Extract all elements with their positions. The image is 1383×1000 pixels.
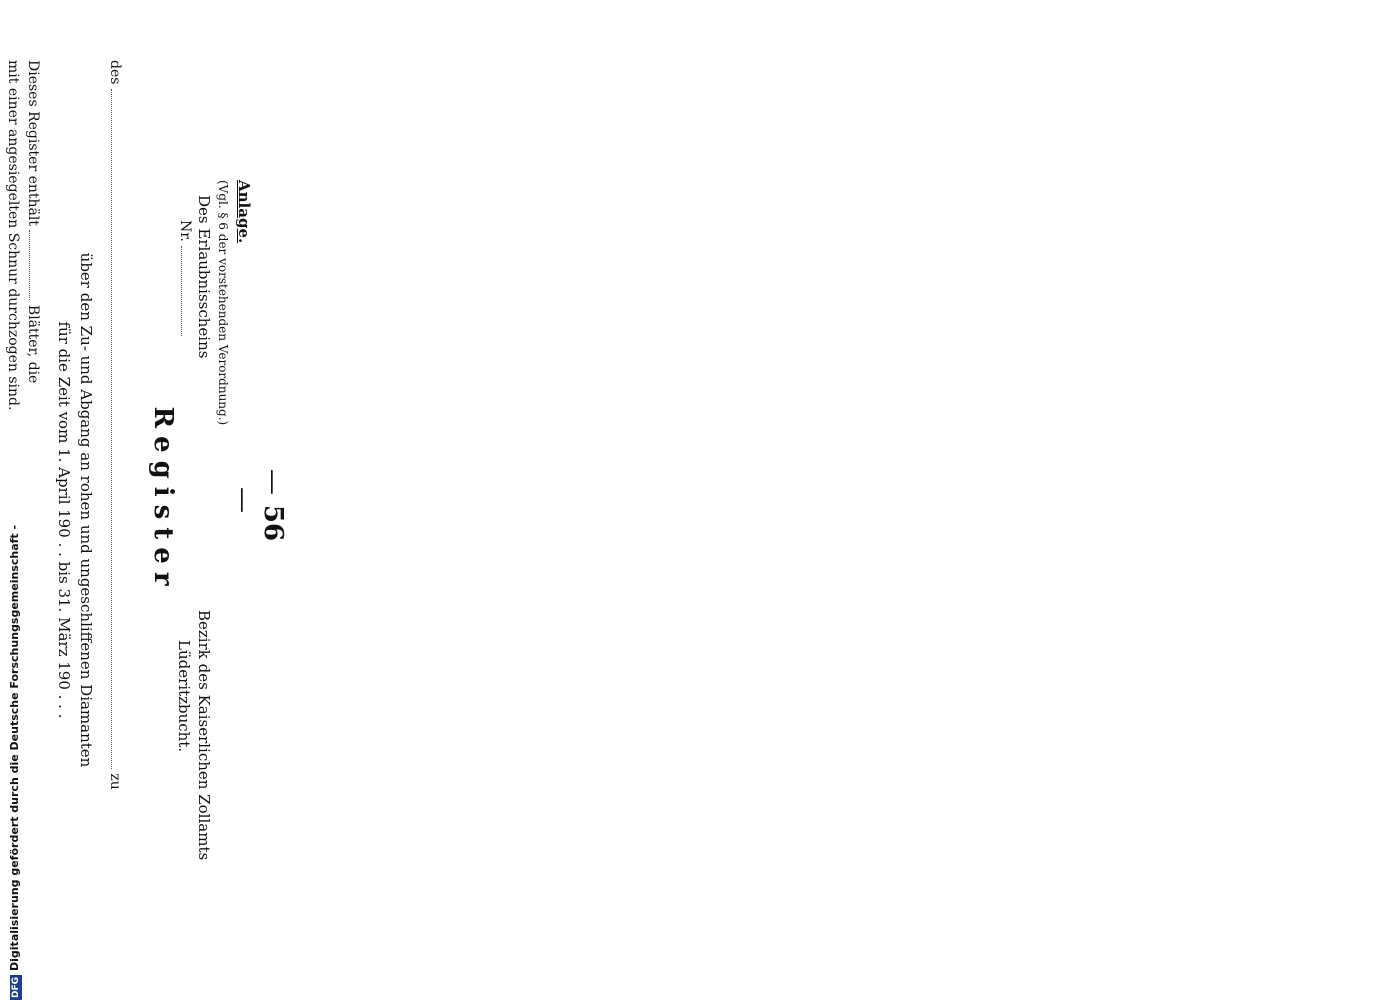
register-info-line-3 (0, 60, 3, 1000)
year-label (0, 444, 1, 480)
reference-note: (Vgl. § 6 der vorstehenden Verordnung.) (216, 180, 230, 426)
dfg-logo: DFG (11, 976, 21, 998)
des-line (107, 60, 123, 840)
register-title: Register (148, 406, 178, 594)
zu-label: zu (107, 773, 123, 790)
page-number-value: 56 (258, 504, 288, 542)
bezirk-line-2: Lüderitzbucht. (175, 640, 193, 753)
erlaubnisschein-label: Des Erlaubnisscheins (195, 195, 213, 359)
erlaubnisschein-number (177, 220, 193, 336)
erlaubnisschein-nr-label: Nr. (177, 220, 193, 242)
credit-text: Digitalisierung gefördert durch die Deutsche Forschungsgemeinschaft - (8, 524, 21, 971)
blaetter-label: Blätter, die (25, 304, 41, 384)
des-label: des (107, 60, 123, 85)
page-number: —56— (228, 468, 288, 542)
digitization-credit (8, 0, 22, 1000)
fuer-line: für die Zeit vom 1. April 190 . . bis 31. März 190 . . . (55, 321, 73, 719)
bezirk-line-1: Bezirk des Kaiserlichen Zollamts (195, 610, 213, 861)
enthaelt-label: Dieses Register enthält (25, 60, 41, 226)
register-info-line-1 (23, 60, 43, 1000)
anlage-heading: Anlage. (235, 180, 253, 244)
ort-datum-label (0, 100, 1, 235)
register-info-line-2: mit einer angesiegelten Schnur durchzogen sind. (5, 60, 21, 411)
ueber-line: über den Zu- und Abgang an rohen und ungeschliffenen Diamanten (77, 252, 95, 768)
